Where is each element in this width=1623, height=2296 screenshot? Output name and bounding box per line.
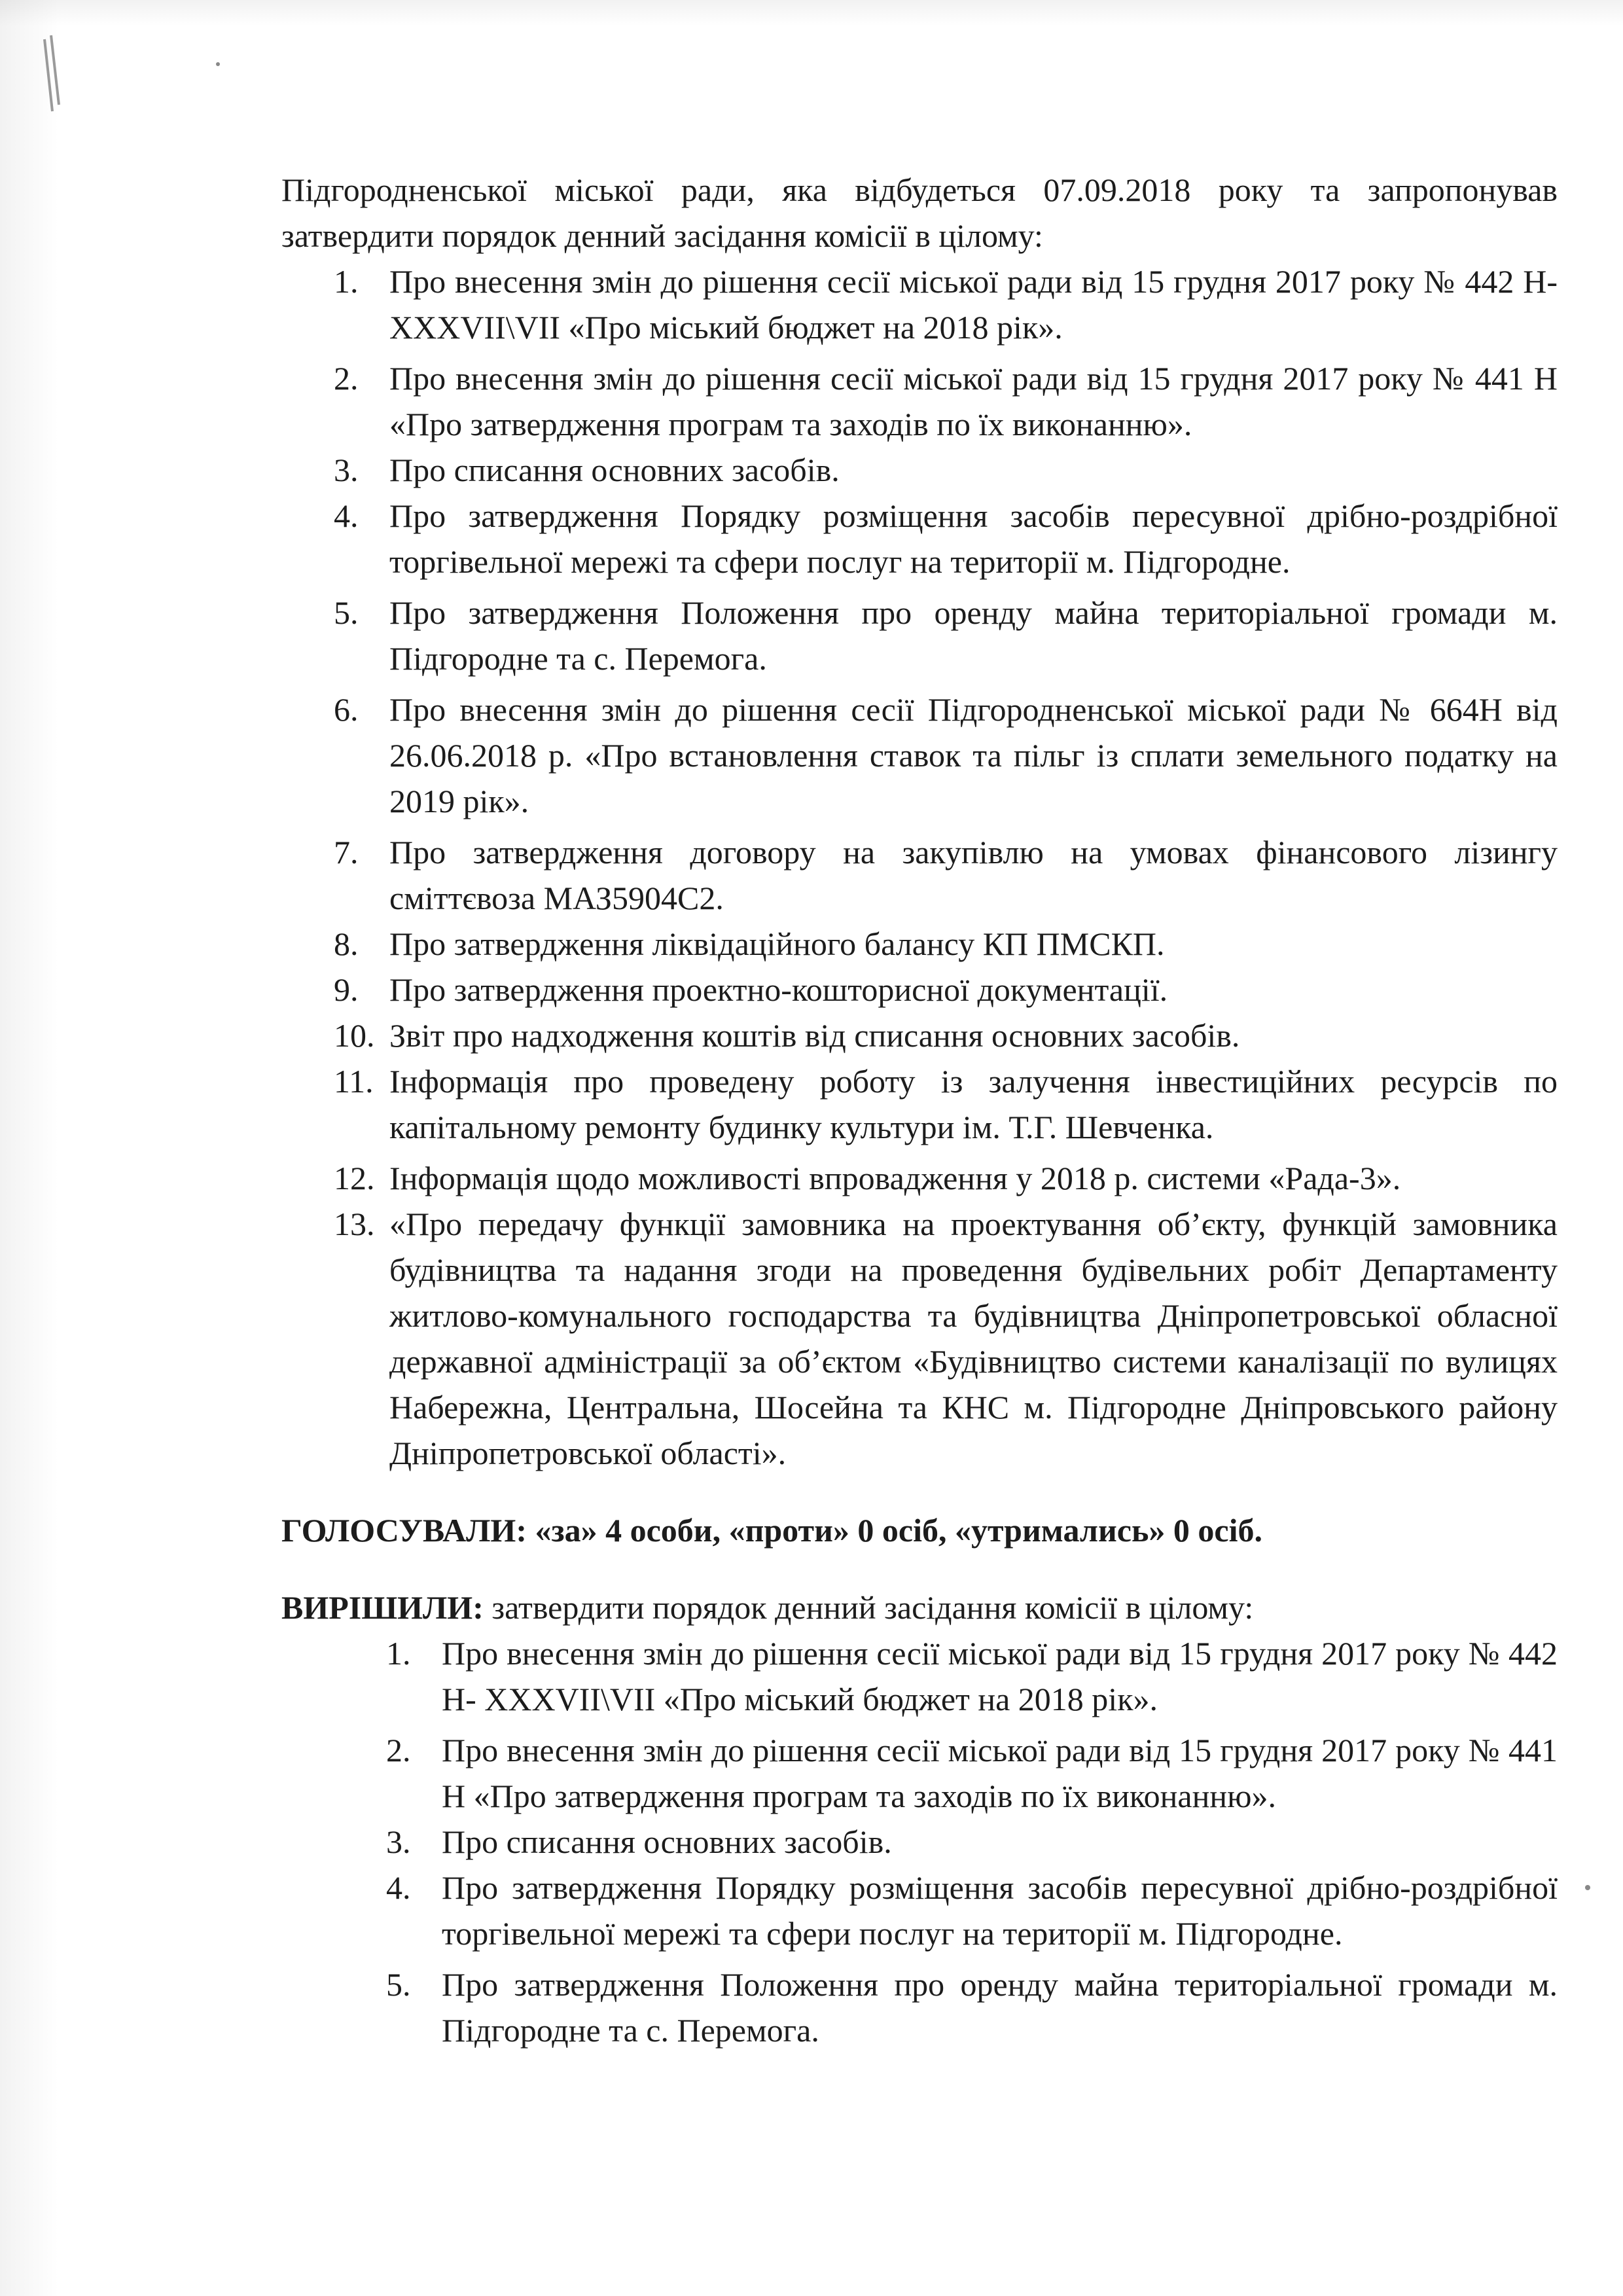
agenda-list	[334, 259, 1558, 1476]
scan-speck	[1585, 1885, 1590, 1890]
decided-agenda-item: 5. Про затвердження Положення про оренду майна територіальної громади м. Підгородне та с. Перемога.	[386, 1966, 1558, 2049]
decided-agenda-list	[386, 1630, 1558, 2053]
agenda-item: 2. Про внесення змін до рішення сесії міської ради від 15 грудня 2017 року № 441 Н «Про затвердження програм та заходів по їх виконанню».	[334, 360, 1558, 442]
agenda-item: 9. Про затвердження проектно-кошторисної документації.	[334, 971, 1168, 1008]
agenda-item: 10. Звіт про надходження коштів від списання основних засобів.	[334, 1017, 1240, 1054]
decided-agenda-item: 4. Про затвердження Порядку розміщення засобів пересувної дрібно-роздрібної торгівельної мережі та сфери послуг на території м. Підгородне.	[386, 1869, 1558, 1952]
agenda-item: 7. Про затвердження договору на закупівлю на умовах фінансового лізингу сміттєвоза МАЗ5904С2.	[334, 834, 1558, 916]
intro-paragraph: Підгородненської міської ради, яка відбудеться 07.09.2018 року та запропонував затвердити порядок денний засідання комісії в цілому:	[281, 171, 1558, 254]
agenda-item: 5. Про затвердження Положення про оренду майна територіальної громади м. Підгородне та с. Перемога.	[334, 594, 1558, 677]
agenda-item: 13. «Про передачу функції замовника на проектування об’єкту, функцій замовника будівництва та надання згоди на проведення будівельних робіт Департаменту житлово-комунального господарства та будівництва Дніпропетровської обласної державної адміністрації за об’єктом «Будівництво системи каналізації по вулицях Набережна, Центральна, Шосейна та КНС м. Підгородне Дніпровського району Дніпропетровської області».	[334, 1206, 1558, 1471]
decided-agenda-item: 1. Про внесення змін до рішення сесії міської ради від 15 грудня 2017 року № 442 Н- XXXVII\VII «Про міський бюджет на 2018 рік».	[386, 1635, 1558, 1717]
agenda-item: 12. Інформація щодо можливості впровадження у 2018 р. системи «Рада-3».	[334, 1160, 1401, 1196]
decision-text: затвердити порядок денний засідання комісії в цілому:	[491, 1589, 1254, 1626]
agenda-item: 3. Про списання основних засобів.	[334, 452, 840, 488]
decision-label: ВИРІШИЛИ:	[281, 1589, 484, 1626]
scan-speck	[216, 62, 220, 66]
agenda-item: 8. Про затвердження ліквідаційного балансу КП ПМСКП.	[334, 925, 1165, 962]
agenda-item: 11. Інформація про проведену роботу із залучення інвестиційних ресурсів по капітальному ремонту будинку культури ім. Т.Г. Шевченка.	[334, 1063, 1558, 1145]
vote-result: ГОЛОСУВАЛИ: «за» 4 особи, «проти» 0 осіб, «утримались» 0 осіб.	[281, 1512, 1262, 1549]
scan-edge-shadow	[0, 0, 59, 2296]
document-body	[281, 167, 1558, 2053]
decision-paragraph	[281, 1585, 1558, 1630]
scan-corner-mark	[39, 26, 85, 118]
decided-agenda-item: 2. Про внесення змін до рішення сесії міської ради від 15 грудня 2017 року № 441 Н «Про затвердження програм та заходів по їх виконанню».	[386, 1732, 1558, 1814]
agenda-item: 4. Про затвердження Порядку розміщення засобів пересувної дрібно-роздрібної торгівельної мережі та сфери послуг на території м. Підгородне.	[334, 497, 1558, 580]
decided-agenda-item: 3. Про списання основних засобів.	[386, 1823, 892, 1860]
agenda-item: 1. Про внесення змін до рішення сесії міської ради від 15 грудня 2017 року № 442 Н- XXXVII\VII «Про міський бюджет на 2018 рік».	[334, 263, 1558, 346]
scan-top-shadow	[0, 0, 1623, 26]
agenda-item: 6. Про внесення змін до рішення сесії Підгородненської міської ради № 664Н від 26.06.2018 р. «Про встановлення ставок та пільг із сплати земельного податку на 2019 рік».	[334, 691, 1558, 819]
